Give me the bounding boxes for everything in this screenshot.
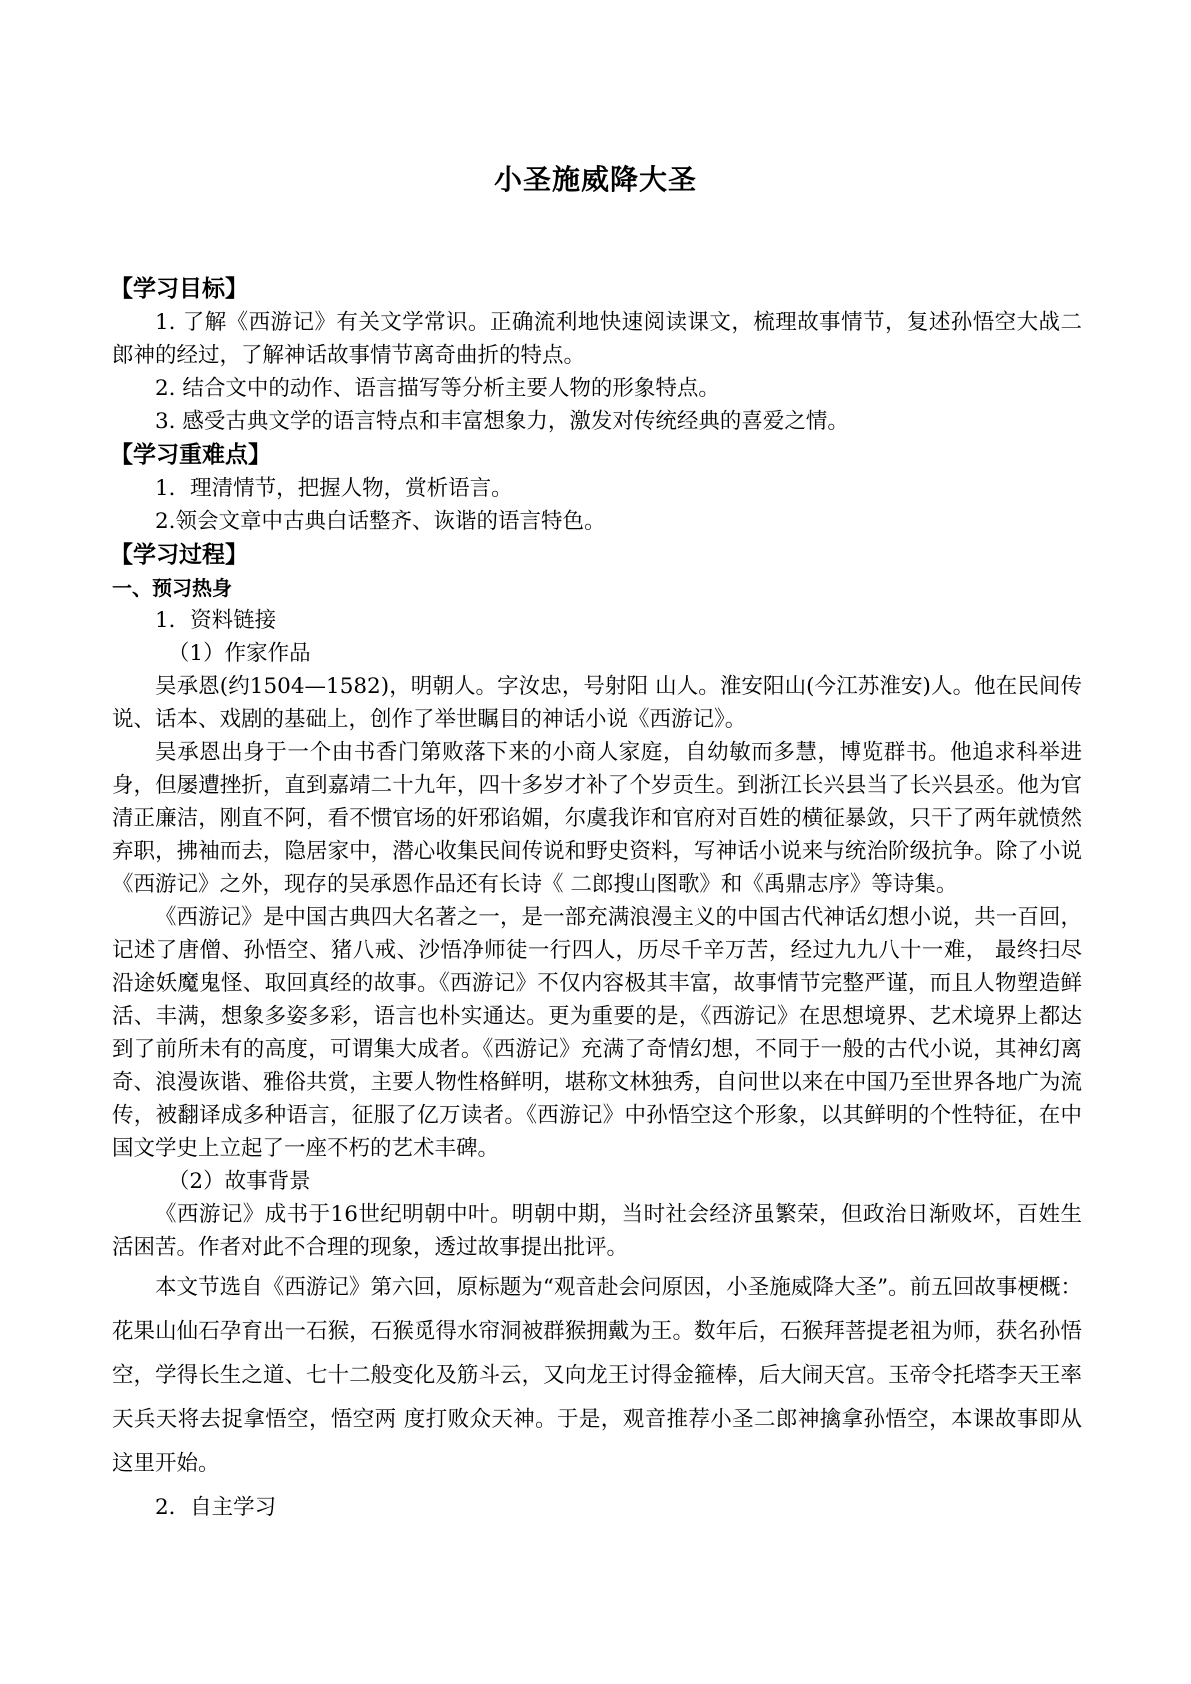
keypoint-item-1: 1．理清情节，把握人物，赏析语言。 <box>155 476 513 501</box>
paragraph-author-intro: 吴承恩(约1504—1582)，明朝人。字汝忠，号射阳 山人。淮安阳山(今江苏淮安)人。他在民间传说、话本、戏剧的基础上，创作了举世瞩目的神话小说《西游记》。 <box>112 674 1082 732</box>
section-heading-objectives: 【学习目标】 <box>110 276 248 302</box>
objective-item-1: 1. 了解《西游记》有关文学常识。正确流利地快速阅读课文，梳理故事情节，复述孙悟空大战二郎神的经过，了解神话故事情节离奇曲折的特点。 <box>112 310 1082 368</box>
objective-item-2: 2. 结合文中的动作、语言描写等分析主要人物的形象特点。 <box>155 376 720 401</box>
sub-item-author-works: （1）作家作品 <box>167 641 311 666</box>
paragraph-author-life: 吴承恩出身于一个由书香门第败落下来的小商人家庭，自幼敏而多慧，博览群书。他追求科举进身，但屡遭挫折，直到嘉靖二十九年，四十多岁才补了个岁贡生。到浙江长兴县当了长兴县丞。他为官清正廉洁，刚直不阿，看不惯官场的奸邪谄媚，尔虞我诈和官府对百姓的横征暴敛，只干了两年就愤然弃职，拂袖而去，隐居家中，潜心收集民间传说和野史资料，写神话小说来与统治阶级抗争。除了小说《西游记》之外，现存的吴承恩作品还有长诗《 二郎搜山图歌》和《禹鼎志序》等诗集。 <box>112 740 1082 897</box>
section-heading-keypoints: 【学习重难点】 <box>110 442 271 468</box>
keypoint-item-2: 2.领会文章中古典白话整齐、诙谐的语言特色。 <box>155 509 606 534</box>
paragraph-novel-intro: 《西游记》是中国古典四大名著之一，是一部充满浪漫主义的中国古代神话幻想小说，共一百回，记述了唐僧、孙悟空、猪八戒、沙悟净师徒一行四人，历尽千辛万苦，经过九九八十一难， 最终扫尽沿途妖魔鬼怪、取回真经的故事。《西游记》不仅内容极其丰富，故事情节完整严谨，而且人物塑造鲜活、丰满，想象多姿多彩，语言也朴实通达。更为重要的是，《西游记》在思想境界、艺术境界上都达到了前所未有的高度，可谓集大成者。《西游记》充满了奇情幻想，不同于一般的古代小说，其神幻离奇、浪漫诙谐、雅俗共赏，主要人物性格鲜明，堪称文林独秀，自问世以来在中国乃至世界各地广为流传，被翻译成多种语言，征服了亿万读者。《西游记》中孙悟空这个形象，以其鲜明的个性特征，在中国文学史上立起了一座不朽的艺术丰碑。 <box>112 905 1082 1161</box>
section-heading-process: 【学习过程】 <box>110 542 248 568</box>
subsection-heading-preview: 一、预习热身 <box>112 576 232 600</box>
objective-item-3: 3. 感受古典文学的语言特点和丰富想象力，激发对传统经典的喜爱之情。 <box>155 409 849 434</box>
list-item-resources: 1．资料链接 <box>155 608 277 633</box>
paragraph-chapter-summary: 本文节选自《西游记》第六回，原标题为“观音赴会问原因，小圣施威降大圣”。前五回故事梗概：花果山仙石孕育出一石猴，石猴觅得水帘洞被群猴拥戴为王。数年后，石猴拜菩提老祖为师，获名孙悟空，学得长生之道、七十二般变化及筋斗云，又向龙王讨得金箍棒，后大闹天宫。玉帝令托塔李天王率天兵天将去捉拿悟空，悟空两 度打败众天神。于是，观音推荐小圣二郎神擒拿孙悟空，本课故事即从这里开始。 <box>112 1275 1082 1476</box>
page-title: 小圣施威降大圣 <box>493 163 697 196</box>
list-item-self-study: 2．自主学习 <box>155 1495 277 1520</box>
document-body <box>112 272 1082 1530</box>
sub-item-background: （2）故事背景 <box>167 1169 311 1194</box>
paragraph-background: 《西游记》成书于16世纪明朝中叶。明朝中期，当时社会经济虽繁荣，但政治日渐败坏，百姓生活困苦。作者对此不合理的现象，透过故事提出批评。 <box>112 1202 1082 1260</box>
